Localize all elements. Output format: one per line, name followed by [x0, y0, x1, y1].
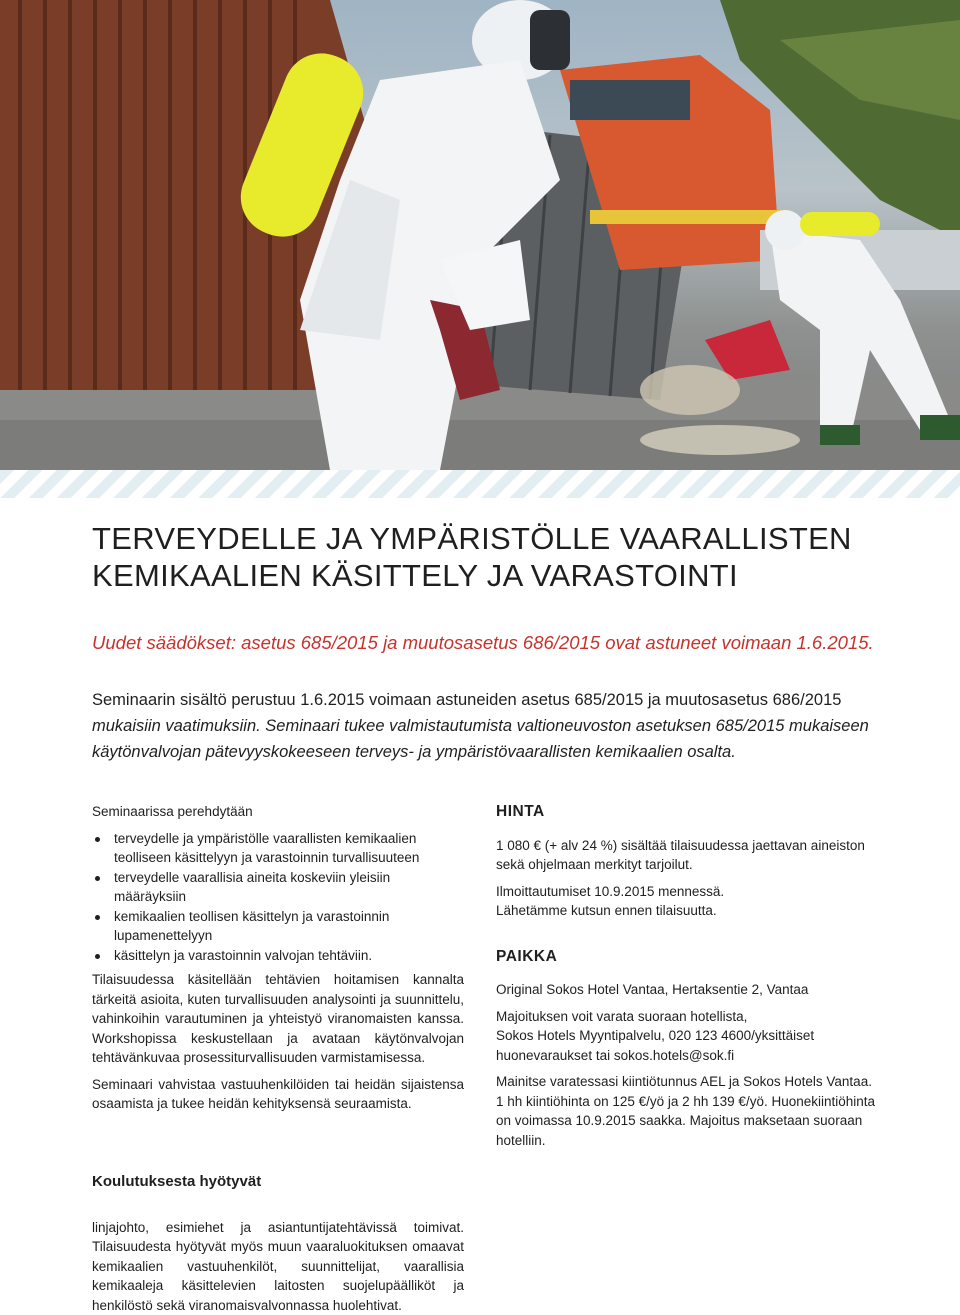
title-line-1: TERVEYDELLE JA YMPÄRISTÖLLE VAARALLISTEN — [92, 520, 892, 557]
registration-line-2: Lähetämme kutsun ennen tilaisuutta. — [496, 903, 717, 918]
left-column — [92, 802, 464, 1121]
hero-photo — [0, 0, 960, 470]
registration-line-1: Ilmoittautumiset 10.9.2015 mennessä. — [496, 884, 724, 899]
intro-paragraph — [92, 687, 882, 765]
description-paragraph-2: Seminaari vahvistaa vastuuhenkilöiden tai heidän sijaistensa osaamista ja tukee heidän kehityksensä seuraamista. — [92, 1075, 464, 1114]
topics-lead: Seminaarissa perehdytään — [92, 802, 464, 822]
accommodation-line-2: Sokos Hotels Myyntipalvelu, 020 123 4600/yksittäiset huonevaraukset tai sokos.hotels@sok.fi — [496, 1028, 814, 1063]
list-item: terveydelle vaarallisia aineita koskeviin yleisiin määräyksiin — [92, 868, 464, 907]
accommodation-text — [496, 1007, 876, 1066]
price-heading: HINTA — [496, 802, 876, 822]
intro-part-1: Seminaarin sisältö perustuu 1.6.2015 voimaan astuneiden asetus 685/2015 ja muutosasetus 686/2015 — [92, 691, 841, 709]
decorative-stripe — [0, 470, 960, 498]
hazmat-workers-illustration — [0, 0, 960, 470]
benefits-section — [92, 1172, 464, 1315]
price-text: 1 080 € (+ alv 24 %) sisältää tilaisuudessa jaettavan aineiston sekä ohjelmaan merkityt tarjoilut. — [496, 836, 876, 875]
benefits-text: linjajohto, esimiehet ja asiantuntijatehtävissä toimivat. Tilaisuudesta hyötyvät myös muun vaaraluokituksen omaavat kemikaalien vastuuhenkilöt, suunnittelijat, vaarallisia kemikaaleja käsittelevien laitosten suojelupäälliköt ja henkilöstö sekä viranomaisvalvonnassa huolehtivat. — [92, 1218, 464, 1315]
page-title — [92, 520, 892, 594]
benefits-heading: Koulutuksesta hyötyvät — [92, 1172, 464, 1192]
place-heading: PAIKKA — [496, 947, 876, 967]
booking-text: Mainitse varatessasi kiintiötunnus AEL ja Sokos Hotels Vantaa. 1 hh kiintiöhinta on 125 €/yö ja 2 hh 139 €/yö. Huonekiintiöhinta on voimassa 10.9.2015 saakka. Majoitus maksetaan suoraan hotelliin. — [496, 1072, 876, 1150]
subtitle: Uudet säädökset: asetus 685/2015 ja muutosasetus 686/2015 ovat astuneet voimaan 1.6.2015. — [92, 630, 912, 656]
place-text: Original Sokos Hotel Vantaa, Hertaksentie 2, Vantaa — [496, 980, 876, 1000]
right-column — [496, 802, 876, 1157]
title-line-2: KEMIKAALIEN KÄSITTELY JA VARASTOINTI — [92, 557, 892, 594]
list-item: kemikaalien teollisen käsittelyn ja varastoinnin lupamenettelyyn — [92, 907, 464, 946]
registration-text — [496, 882, 876, 902]
description-paragraph-1: Tilaisuudessa käsitellään tehtävien hoitamisen kannalta tärkeitä asioita, kuten turvallisuuden analysointi ja suunnittelu, vahinkoihin varautuminen ja yhteistyö viranomaisten kanssa. Workshopissa keskustellaan ja avataan käytönvalvojan tehtävänkuvaa prosessiturvallisuuden varmistamisessa. — [92, 970, 464, 1068]
accommodation-line-1: Majoituksen voit varata suoraan hotellista, — [496, 1009, 747, 1024]
list-item: terveydelle ja ympäristölle vaarallisten kemikaalien teolliseen käsittelyyn ja varastoinnin turvallisuuteen — [92, 829, 464, 868]
registration-text-2 — [496, 901, 876, 921]
intro-part-2: mukaisiin vaatimuksiin. Seminaari tukee valmistautumista valtioneuvoston asetuksen 685/2015 mukaiseen käytönvalvojan pätevyyskokeeseen terveys- ja ympäristövaarallisten kemikaalien osalta. — [92, 717, 869, 761]
topics-list — [92, 829, 464, 966]
list-item: käsittelyn ja varastoinnin valvojan tehtäviin. — [92, 946, 464, 966]
